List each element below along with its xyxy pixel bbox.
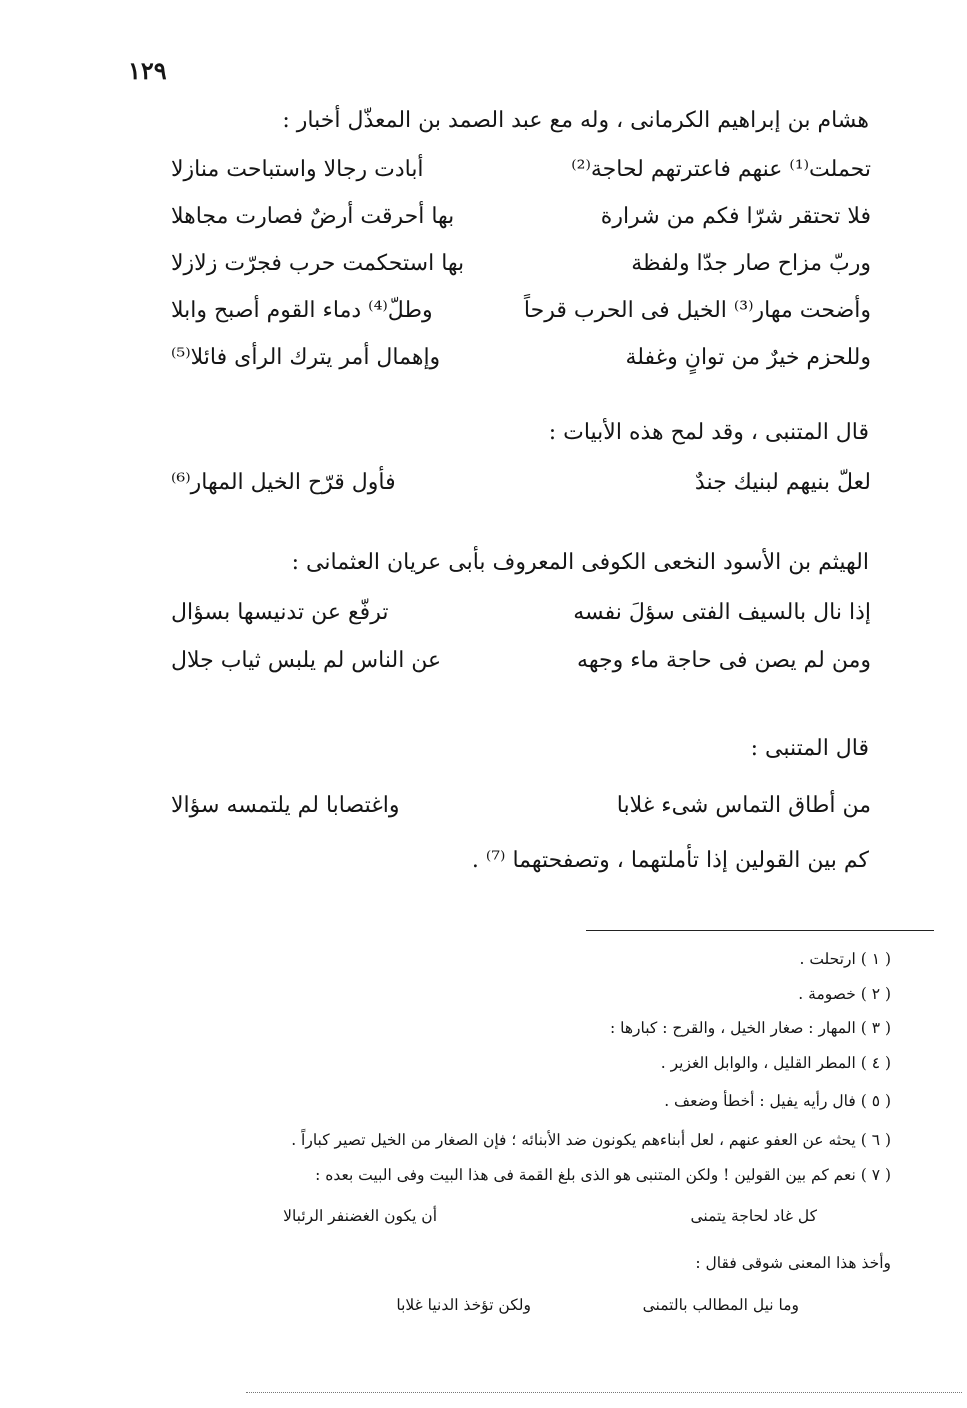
footnote-5: ( ٥ ) فال رأيه يفيل : أخطأ وضعف . [664, 1092, 891, 1110]
poem1-verse-4 [171, 298, 871, 338]
footnote-verse-2-first: وما نيل المطالب بالتمنى [642, 1296, 799, 1314]
poem1-verse-2 [171, 204, 871, 244]
poem1-verse-3 [171, 251, 871, 291]
footnote-6: ( ٦ ) يحثه عن العفو عنهم ، لعل أبناءهم يكونون ضد الأبنائه ؛ فإن الصغار من الخيل تصير كباراً . [291, 1131, 891, 1149]
verse-second-hemistich: وإهمال أمر يترك الرأى فائلا⁽⁵⁾ [171, 345, 441, 370]
bottom-edge-line [246, 1392, 962, 1393]
footnote-verse-1-second: أن يكون الغضنفر الرئبالا [283, 1207, 437, 1225]
poem1-verse-5 [171, 345, 871, 385]
poem1-verse-1 [171, 157, 871, 197]
poem2-verse-1 [171, 470, 871, 510]
poem4-verse-1 [171, 793, 871, 833]
intro-hisham: هشام بن إبراهيم الكرمانى ، وله مع عبد الصمد بن المعذّل أخبار : [282, 108, 869, 133]
verse-first-hemistich: وأضحت مهار⁽³⁾ الخيل فى الحرب قرحاً [523, 298, 871, 323]
intro-mutanabbi-1: قال المتنبى ، وقد لمح هذه الأبيات : [548, 420, 869, 445]
verse-first-hemistich: لعلّ بنيهم لبنيك جندٌ [694, 470, 871, 495]
verse-first-hemistich: فلا تحتقر شرّا فكم من شرارة [600, 204, 871, 229]
verse-first-hemistich: إذا نال بالسيف الفتى سؤلَ نفسه [573, 600, 871, 625]
closing-remark: كم بين القولين إذا تأملتهما ، وتصفحتهما ⁽⁷⁾ . [471, 848, 869, 873]
verse-second-hemistich: فأول قرّح الخيل المهار⁽⁶⁾ [171, 470, 396, 495]
verse-first-hemistich: وللحزم خيرٌ من توانٍ وغفلة [625, 345, 871, 370]
verse-second-hemistich: وطلّ⁽⁴⁾ دماء القوم أصبح وابلا [171, 298, 433, 323]
verse-second-hemistich: أبادت رجالا واستباحت منازلا [171, 157, 424, 182]
intro-mutanabbi-2: قال المتنبى : [750, 736, 869, 761]
verse-second-hemistich: بها أحرقت أرضٌ فصارت مجاهلا [171, 204, 455, 229]
footnote-1: ( ١ ) ارتحلت . [799, 950, 891, 968]
verse-second-hemistich: بها استحكمت حرب فجرّت زلازلا [171, 251, 465, 276]
footnote-4: ( ٤ ) المطر القليل ، والوابل الغزير . [660, 1054, 891, 1072]
footnote-3: ( ٣ ) المهار : صغار الخيل ، والقرح : كبارها : [609, 1019, 891, 1037]
footnote-verse-1-first: كل غاد لحاجة يتمنى [690, 1207, 817, 1225]
footnote-separator [586, 930, 934, 931]
verse-second-hemistich: واغتصابا لم يلتمسه سؤالا [171, 793, 400, 818]
verse-first-hemistich: ومن لم يصن فى حاجة ماء وجهه [577, 648, 871, 673]
footnote-7: ( ٧ ) نعم كم بين القولين ! ولكن المتنبى هو الذى بلغ القمة فى هذا البيت وفى البيت بعده : [315, 1166, 891, 1184]
footnote-shawqi-intro: وأخذ هذا المعنى شوقى فقال : [695, 1254, 891, 1272]
verse-first-hemistich: من أطاق التماس شىء غلابا [616, 793, 871, 818]
intro-haytham: الهيثم بن الأسود النخعى الكوفى المعروف بأبى عريان العثمانى : [291, 550, 869, 575]
footnote-verse-2-second: ولكن تؤخذ الدنيا غلابا [396, 1296, 531, 1314]
poem3-verse-1 [171, 600, 871, 640]
verse-first-hemistich: تحملت⁽¹⁾ عنهم فاعترتهم لحاجة⁽²⁾ [571, 157, 871, 182]
verse-second-hemistich: عن الناس لم يلبس ثياب جلال [171, 648, 442, 673]
verse-second-hemistich: ترفّع عن تدنيسها بسؤال [171, 600, 389, 625]
poem3-verse-2 [171, 648, 871, 688]
footnote-2: ( ٢ ) خصومة . [798, 985, 891, 1003]
verse-first-hemistich: وربّ مزاح صار جدّا ولفظة [631, 251, 871, 276]
page-number: ١٢٩ [128, 56, 167, 85]
